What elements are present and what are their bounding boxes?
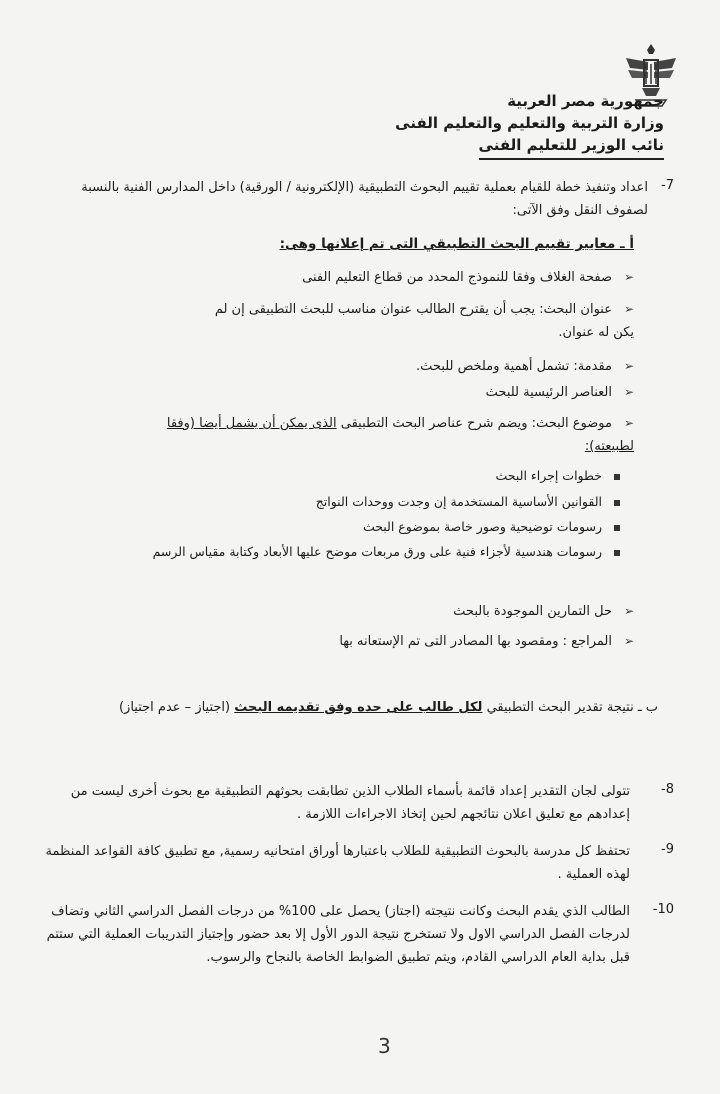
criteria-item-cover (70, 266, 634, 289)
item-7-number: 7- (661, 178, 674, 193)
criteria-item-label: المراجع : ومقصود بها المصادر التى تم الإستعانه بها (339, 634, 612, 649)
criteria-item-intro (70, 355, 634, 378)
item-8-number: 8- (661, 782, 674, 797)
criteria-item-title (200, 298, 634, 344)
square-bullet-icon (614, 474, 620, 480)
section-b-text (50, 696, 658, 719)
arrow-bullet-icon: ➢ (623, 270, 634, 284)
square-bullet-icon (614, 500, 620, 506)
ministry-header (364, 90, 664, 160)
bullet-label: خطوات إجراء البحث (495, 468, 602, 483)
header-ministry: وزارة التربية والتعليم والتعليم الفنى (395, 114, 664, 132)
criteria-item-exercises (70, 600, 634, 623)
item-10-number: 10- (652, 902, 674, 917)
section-b-emphasis: لكل طالب على حده وفق تقديمه البحث (234, 700, 483, 715)
item-8-text: تتولى لجان التقدير إعداد قائمة بأسماء الطلاب الذين تطابقت بحوثهم التطبيقية مع بحوث أخرى ليست من إعدادهم مع تعليق اعلان نتائجهم لحين إتخاذ الاجراءات اللازمة . (70, 784, 630, 822)
topic-bullet (96, 540, 620, 563)
topic-bullet (92, 490, 620, 513)
criteria-item-label: حل التمارين الموجودة بالبحث (453, 604, 612, 619)
bullet-label: رسومات توضيحية وصور خاصة بموضوع البحث (362, 519, 602, 534)
item-10-text: الطالب الذي يقدم البحث وكانت نتيجته (اجتاز) يحصل على 100% من درجات الفصل الدراسي الثاني وتضاف لدرجات الفصل الدراسي الاول ولا تستخرج نتيجة الدور الأول إلا بعد حضور وإجتياز التدريبات العملية التي ستتم قبل بداية العام الدراسي القادم، ويتم تطبيق الضوابط الخاصة بالنجاح والرسوب. (46, 904, 630, 965)
item-9-number: 9- (661, 842, 674, 857)
criteria-item-label: مقدمة: تشمل أهمية وملخص للبحث. (416, 359, 612, 374)
item-7-text: اعداد وتنفيذ خطة للقيام بعملية تقييم البحوث التطبيقية (الإلكترونية / الورقية) داخل المدارس الفنية بالنسبة لصفوف النقل وفق الآتى: (81, 180, 648, 218)
criteria-item-label: العناصر الرئيسية للبحث (485, 385, 612, 400)
arrow-bullet-icon: ➢ (623, 416, 634, 430)
section-b-prefix: ب ـ نتيجة تقدير البحث التطبيقي (482, 700, 658, 715)
bullet-label: القوانين الأساسية المستخدمة إن وجدت ووحدات النواتج (315, 494, 602, 509)
criteria-item-label: صفحة الغلاف وفقا للنموذج المحدد من قطاع التعليم الفنى (302, 270, 612, 285)
square-bullet-icon (614, 550, 620, 556)
topic-prefix: موضوع البحث: ويضم شرح عناصر البحث التطبيقى (336, 416, 612, 431)
page-number: 3 (378, 1034, 391, 1058)
arrow-bullet-icon: ➢ (623, 302, 634, 316)
header-country: جمهورية مصر العربية (507, 92, 664, 110)
topic-bullet (92, 464, 620, 487)
criteria-item-references (70, 630, 634, 653)
topic-bullet (92, 515, 620, 538)
criteria-item-topic (166, 412, 634, 458)
arrow-bullet-icon: ➢ (623, 359, 634, 373)
item-9-text: تحتفظ كل مدرسة بالبحوث التطبيقية للطلاب باعتبارها أوراق امتحانيه رسمية, مع تطبيق كافة القواعد المنظمة لهذه العملية . (45, 844, 630, 882)
header-deputy: نائب الوزير للتعليم الفنى (479, 134, 664, 160)
arrow-bullet-icon: ➢ (623, 634, 634, 648)
square-bullet-icon (614, 525, 620, 531)
bullet-label: رسومات هندسية لأجزاء فنية على ورق مربعات موضح عليها الأبعاد وكتابة مقياس الرسم (152, 544, 602, 559)
arrow-bullet-icon: ➢ (623, 604, 634, 618)
criteria-item-label: عنوان البحث: يجب أن يقترح الطالب عنوان مناسب للبحث التطبيقى إن لم يكن له عنوان. (214, 302, 634, 340)
criteria-item-main-elements (70, 381, 634, 404)
arrow-bullet-icon: ➢ (623, 385, 634, 399)
section-b-suffix: (اجتياز – عدم اجتياز) (118, 700, 235, 715)
section-a-heading: أ ـ معايير تقييم البحث التطبيقي التى تم إعلانها وهى: (279, 236, 634, 252)
topic-underlined: الذى يمكن أن يشمل أيضا (وفقا لطبيعته): (166, 416, 634, 454)
